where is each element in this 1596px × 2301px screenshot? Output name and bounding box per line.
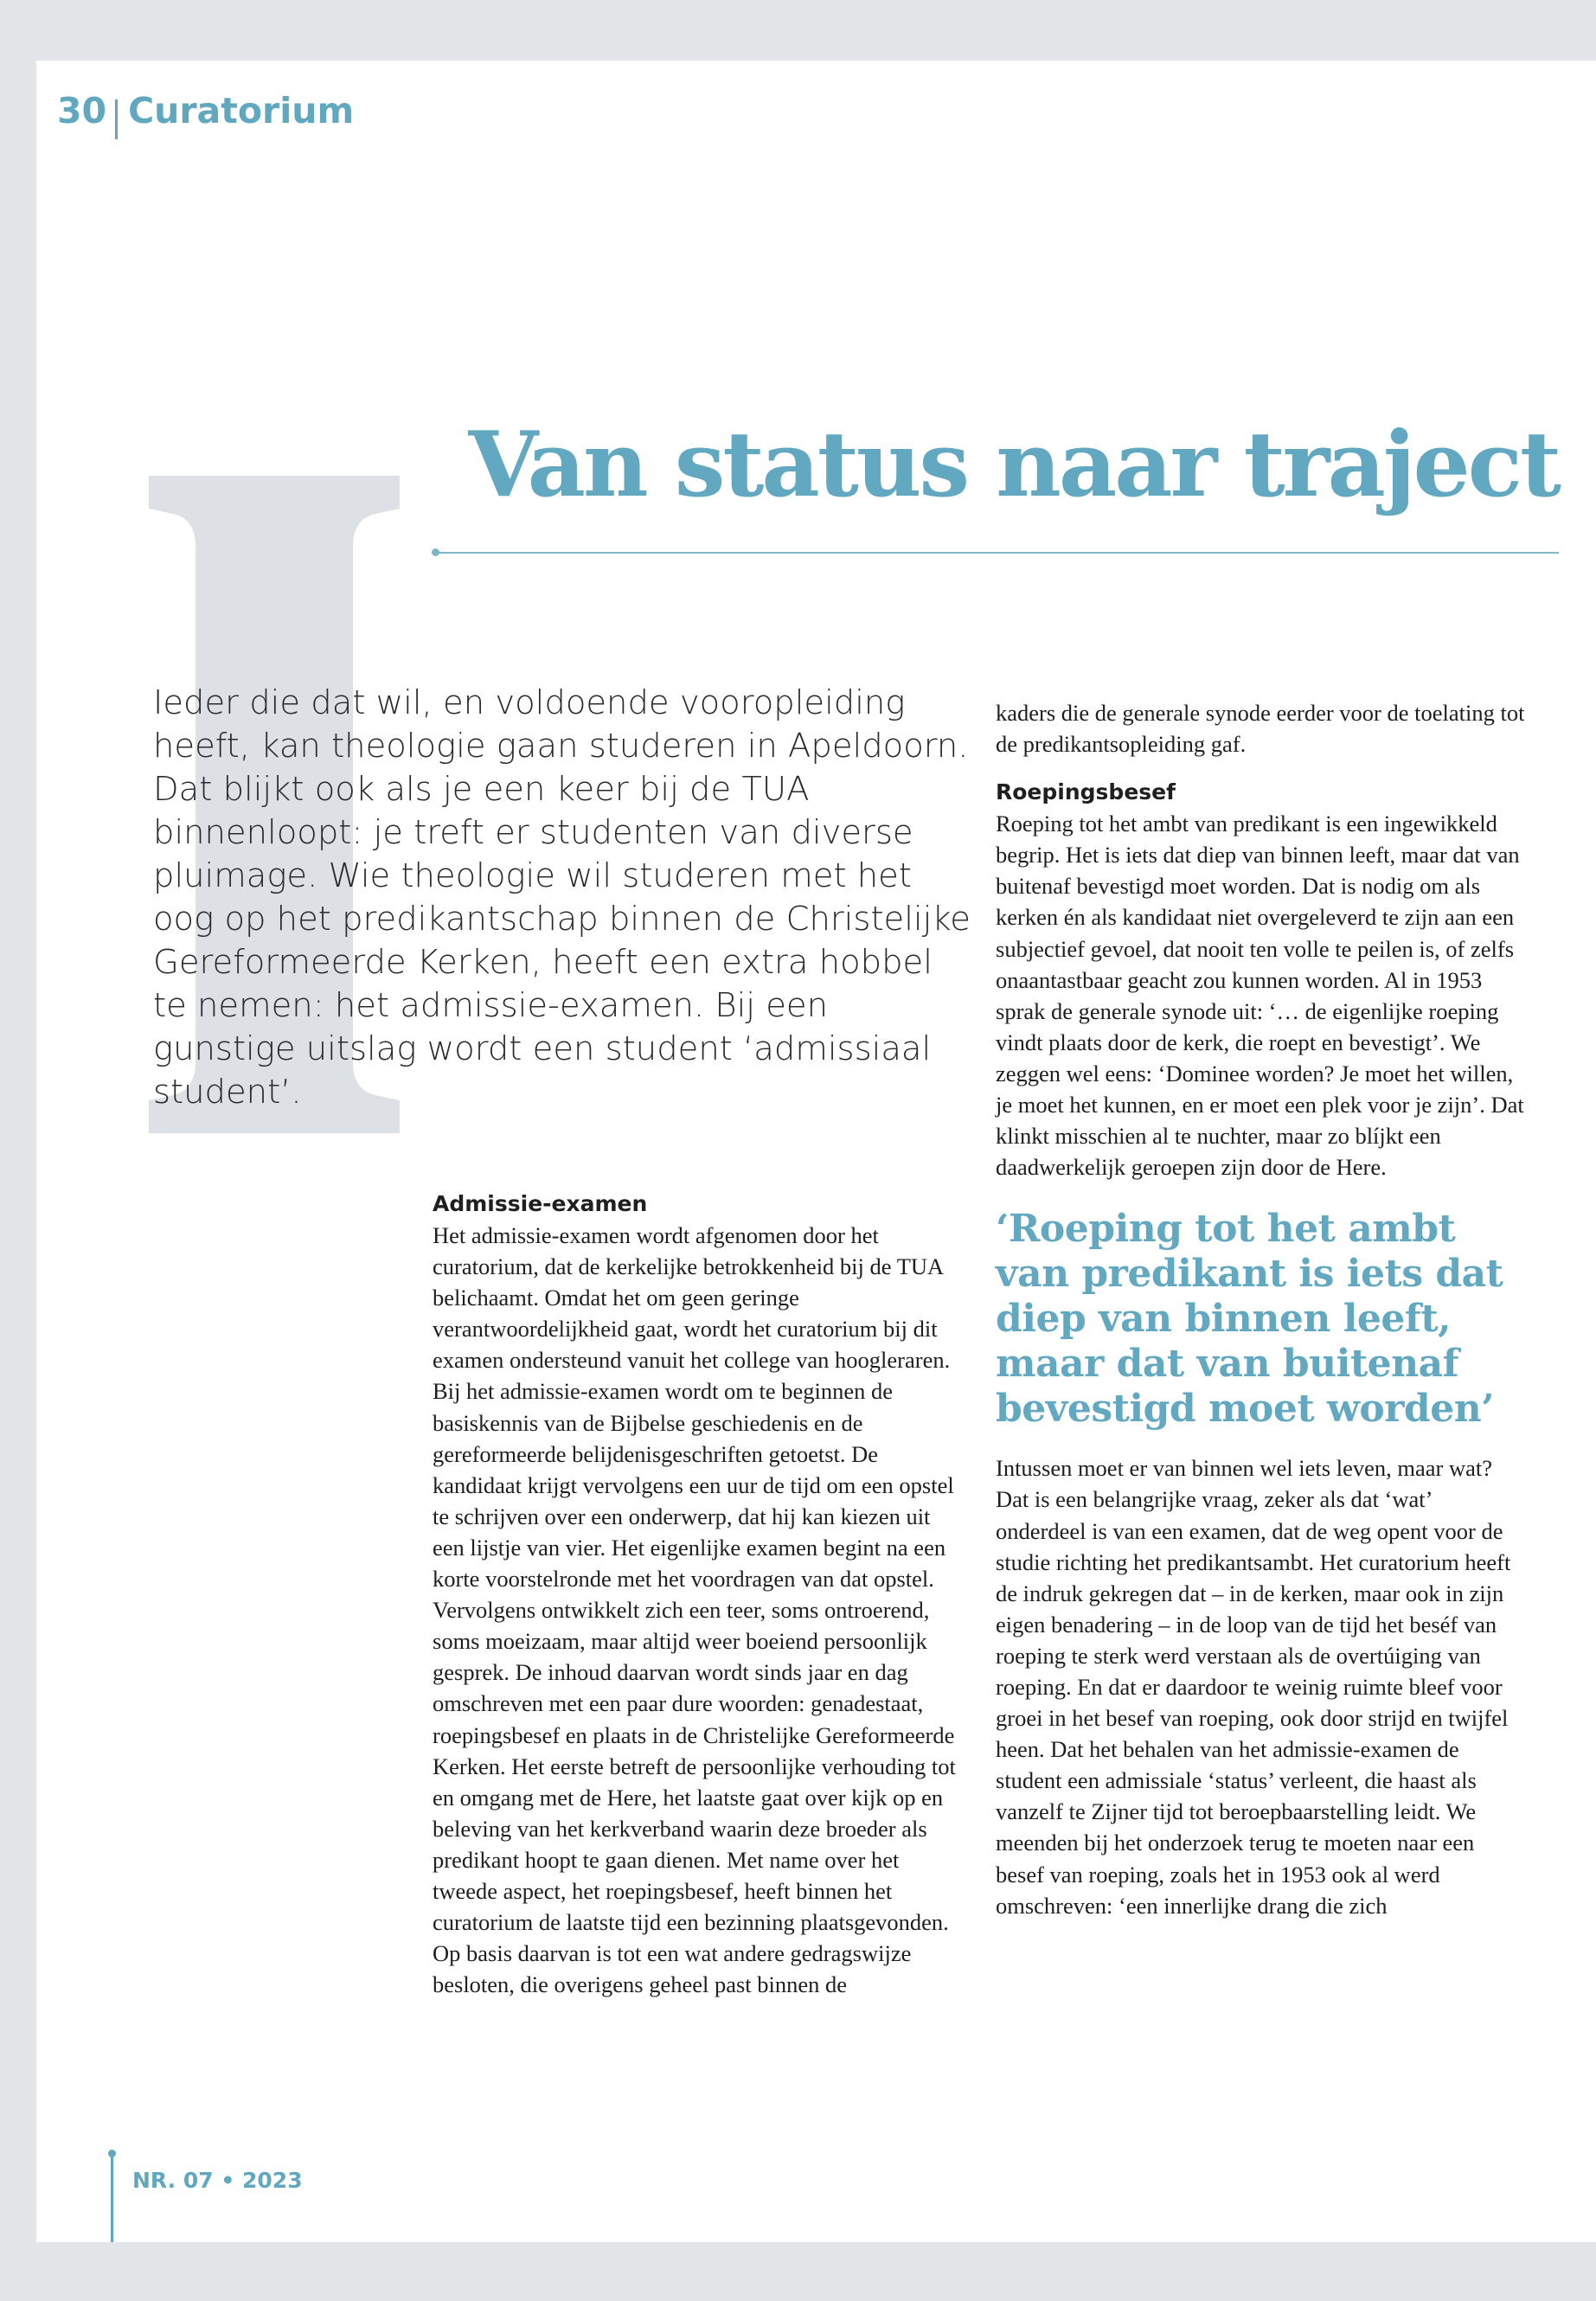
intro-paragraph: Ieder die dat wil, en voldoende vooropleiding heeft, kan theologie gaan studeren in Apeldoorn. Dat blijkt ook als je een keer bij de TUA binnenloopt: je treft er studenten van diverse pluimage. Wie theologie wil studeren met het oog op het predikantschap binnen de Christelijke Gereformeerde Kerken, heeft een extra hobbel te nemen: het admissie-examen. Bij een gunstige uitslag wordt een student ‘admissiaal student’.	[153, 683, 971, 1112]
section-heading-admissie: Admissie-examen	[433, 1191, 648, 1216]
rule-dot	[432, 548, 439, 556]
section-name: Curatorium	[128, 90, 355, 131]
section-body-admissie: Het admissie-examen wordt afgenomen door het curatorium, dat de kerkelijke betrokkenheid bij de TUA belichaamt. Omdat het om geen geringe verantwoordelijkheid gaat, wordt het curatorium bij dit examen ondersteund vanuit het college van hoogleraren. Bij het admissie-examen wordt om te beginnen de basiskennis van de Bijbelse geschiedenis en de gereformeerde belijdenisgeschriften getoetst. De kandidaat krijgt vervolgens een uur de tijd om een opstel te schrijven over een onderwerp, dat hij kan kiezen uit een lijstje van vier. Het eigenlijke examen begint na een korte voorstelronde met het voordragen van dat opstel. Vervolgens ontwikkelt zich een teer, soms ontroerend, soms moeizaam, maar altijd weer boeiend persoonlijk gesprek. De inhoud daarvan wordt sinds jaar en dag omschreven met een paar dure woorden: genadestaat, roepingsbesef en plaats in de Christelijke Gereformeerde Kerken. Het eerste betreft de persoonlijke verhouding tot en omgang met de Here, het laatste gaat over kijk op en beleving van het kerkverband waarin deze broeder als predikant hoopt te gaan dienen. Met name over het tweede aspect, het roepingsbesef, heeft binnen het curatorium de laatste tijd een bezinning plaatsgevonden. Op basis daarvan is tot een wat andere gedragswijze besloten, die overigens geheel past binnen de	[433, 1222, 956, 1998]
magazine-page	[36, 61, 1596, 2242]
article-title: Van status naar traject	[468, 411, 1559, 517]
column-lead-text: kaders die de generale synode eerder voor de toelating tot de predikantsopleiding gaf.	[996, 700, 1525, 758]
section-body-roepingsbesef: Roeping tot het ambt van predikant is een ingewikkeld begrip. Het is iets dat diep van binnen leeft, maar dat van buitenaf bevestigd moet worden. Dat is nodig om als kerken én als kandidaat niet overgeleverd te zijn aan een subjectief gevoel, dat nooit ten volle te peilen is, of zelfs onaantastbaar geacht zou kunnen worden. Al in 1953 sprak de generale synode uit: ‘… de eigenlijke roeping vindt plaats door de kerk, die roept en bevestigt’. We zeggen wel eens: ‘Dominee worden? Je moet het willen, je moet het kunnen, en er moet een plek voor je zijn’. Dat klinkt misschien al te nuchter, maar zo blíjkt een daadwerkelijk geroepen zijn door de Here.	[996, 811, 1524, 1181]
footer-rule	[111, 2154, 113, 2242]
title-rule	[434, 552, 1559, 554]
footer-rule-dot	[108, 2150, 116, 2157]
header-divider	[115, 99, 118, 139]
section-heading-roepingsbesef: Roepingsbesef	[996, 779, 1176, 805]
continuation-text: Intussen moet er van binnen wel iets leven, maar wat? Dat is een belangrijke vraag, zeker als dat ‘wat’ onderdeel is van een examen, dat de weg opent voor de studie richting het predikantsambt. Het curatorium heeft de indruk gekregen dat – in de kerken, maar ook in zijn eigen benadering – in de loop van de tijd het beséf van roeping te sterk werd verstaan als de overtúiging van roeping. En dat er daardoor te weinig ruimte bleef voor groei in het besef van roeping, ook door strijd en twijfel heen. Dat het behalen van het admissie-examen de student een admissiale ‘status’ verleent, die haast als vanzelf te Zijner tijd tot beroepbaarstelling leidt. We meenden bij het onderzoek terug te moeten naar een besef van roeping, zoals het in 1953 ook al werd omschreven: ‘een innerlijke drang die zich	[996, 1455, 1511, 1919]
page-header	[57, 90, 354, 131]
column-right	[996, 697, 1525, 1921]
pull-quote: ‘Roeping tot het ambt van predikant is iets dat diep van binnen leeft, maar dat van buitenaf bevestigd moet worden’	[996, 1207, 1503, 1432]
page-number: 30	[57, 90, 107, 131]
column-left	[433, 1189, 962, 2000]
issue-number: NR. 07 • 2023	[132, 2168, 303, 2193]
